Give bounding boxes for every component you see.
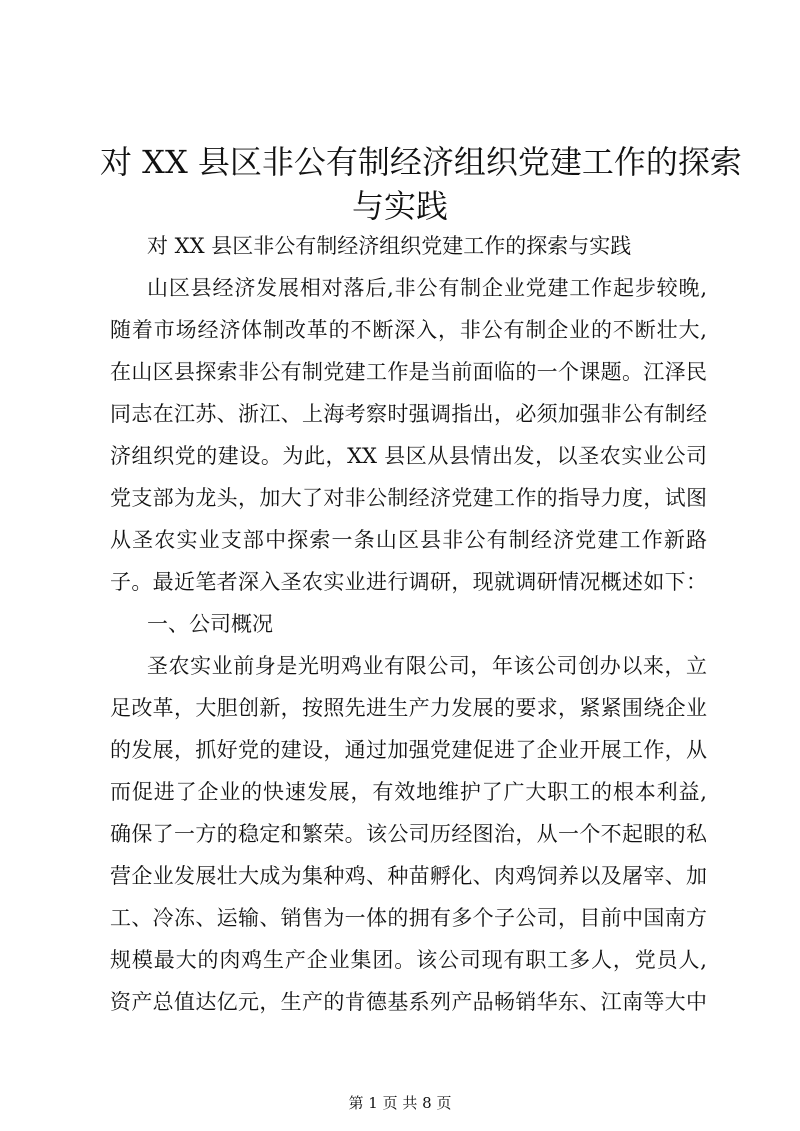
paragraph-line: 工、冷冻、运输、销售为一体的拥有多个子公司，目前中国南方 [110,906,707,930]
page-footer: 第 1 页 共 8 页 [348,1094,452,1112]
title-line: 对 XX 县区非公有制经济组织党建工作的探索 [100,143,742,181]
subtitle-line: 对 XX 县区非公有制经济组织党建工作的探索与实践 [147,234,632,258]
paragraph-line: 营企业发展壮大成为集种鸡、种苗孵化、肉鸡饲养以及屠宰、加 [110,864,707,888]
paragraph-line: 的发展，抓好党的建设，通过加强党建促进了企业开展工作，从 [110,738,707,762]
section-heading: 一、公司概况 [147,612,273,636]
paragraph-line: 从圣农实业支部中探索一条山区县非公有制经济党建工作新路 [110,528,707,552]
paragraph-line: 随着市场经济体制改革的不断深入，非公有制企业的不断壮大, [110,318,707,342]
paragraph-line: 足改革，大胆创新，按照先进生产力发展的要求，紧紧围绕企业 [110,696,707,720]
paragraph-line: 山区县经济发展相对落后,非公有制企业党建工作起步较晚, [147,276,707,300]
paragraph-line: 而促进了企业的快速发展，有效地维护了广大职工的根本利益, [110,780,707,804]
paragraph-line: 圣农实业前身是光明鸡业有限公司，年该公司创办以来，立 [147,654,707,678]
paragraph-line: 同志在江苏、浙江、上海考察时强调指出，必须加强非公有制经 [110,402,707,426]
title-line: 与实践 [351,187,448,225]
paragraph-line: 在山区县探索非公有制党建工作是当前面临的一个课题。江泽民 [110,360,707,384]
paragraph-line: 党支部为龙头，加大了对非公制经济党建工作的指导力度，试图 [110,486,707,510]
paragraph-line: 子。最近笔者深入圣农实业进行调研，现就调研情况概述如下： [110,570,707,594]
paragraph-line: 规模最大的肉鸡生产企业集团。该公司现有职工多人，党员人, [110,948,707,972]
paragraph-line: 资产总值达亿元，生产的肯德基系列产品畅销华东、江南等大中 [110,990,707,1014]
paragraph-line: 济组织党的建设。为此，XX 县区从县情出发，以圣农实业公司 [110,444,707,468]
document-title [100,140,742,228]
paragraph-line: 确保了一方的稳定和繁荣。该公司历经图治，从一个不起眼的私 [110,822,707,846]
